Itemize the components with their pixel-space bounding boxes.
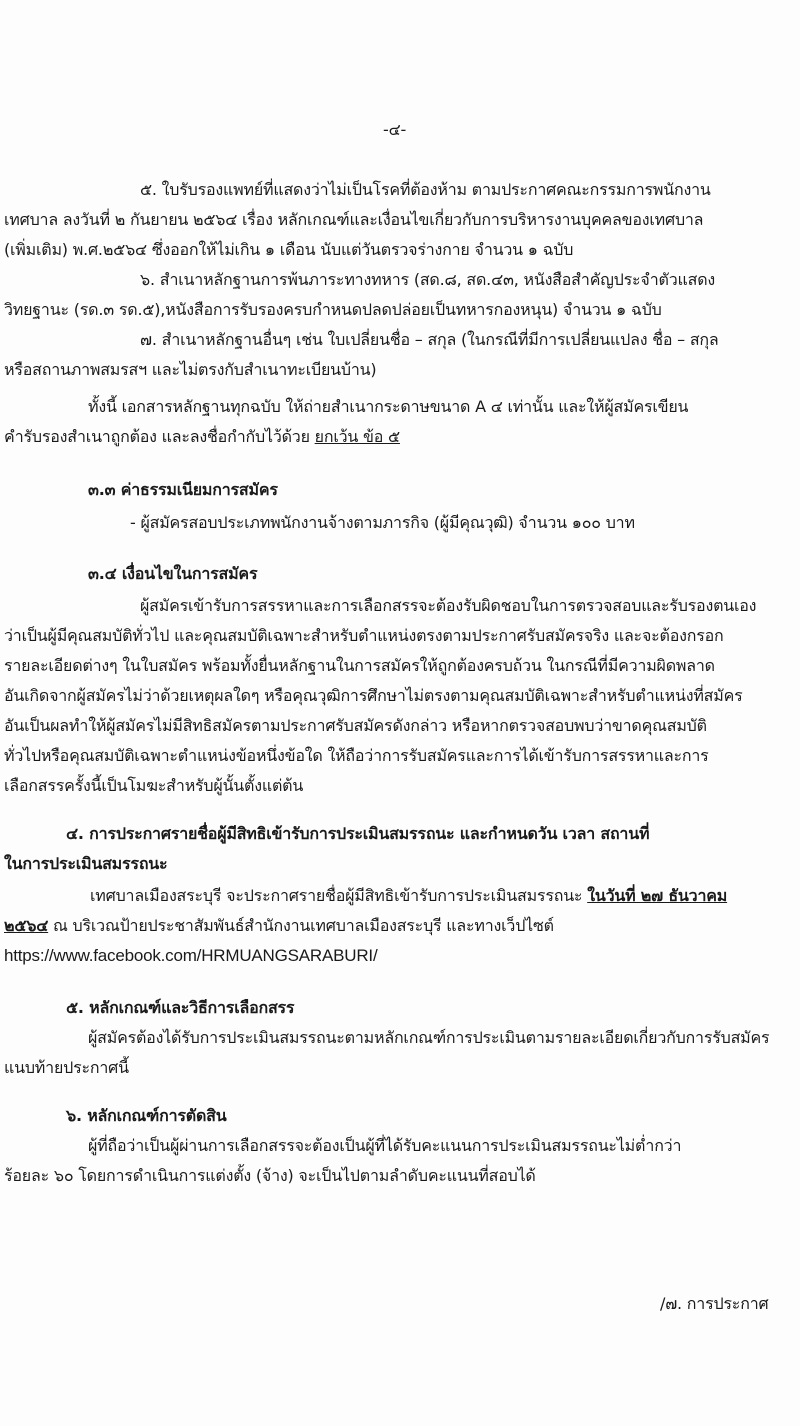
section4-body-line1 <box>90 884 727 908</box>
section4-heading-line1: ๔. การประกาศรายชื่อผู้มีสิทธิเข้ารับการประเมินสมรรถนะ และกำหนดวัน เวลา สถานที่ <box>66 824 650 843</box>
section6-line2: ร้อยละ ๖๐ โดยการดำเนินการแต่งตั้ง (จ้าง) จะเป็นไปตามลำดับคะแนนที่สอบได้ <box>4 1166 536 1185</box>
conditions-line: ทั่วไปหรือคุณสมบัติเฉพาะตำแหน่งข้อหนึ่งข้อใด ให้ถือว่าการรับสมัครและการได้เข้ารับการสรรหาและการ <box>4 746 709 765</box>
conditions-line: ผู้สมัครเข้ารับการสรรหาและการเลือกสรรจะต้องรับผิดชอบในการตรวจสอบและรับรองตนเอง <box>140 596 757 615</box>
section5-line2: แนบท้ายประกาศนี้ <box>4 1058 129 1077</box>
fee-item: - ผู้สมัครสอบประเภทพนักงานจ้างตามภารกิจ (ผู้มีคุณวุฒิ) จำนวน ๑๐๐ บาท <box>130 513 635 532</box>
page-number: -๔- <box>383 120 407 139</box>
section4-body-text: เทศบาลเมืองสระบุรี จะประกาศรายชื่อผู้มีสิทธิเข้ารับการประเมินสมรรถนะ <box>90 886 588 905</box>
item6-line1: ๖. สำเนาหลักฐานการพ้นภาระทางทหาร (สด.๘, สด.๔๓, หนังสือสำคัญประจำตัวแสดง <box>140 270 716 289</box>
documents-note-text: คำรับรองสำเนาถูกต้อง และลงชื่อกำกับไว้ด้วย <box>4 427 315 446</box>
section6-heading: ๖. หลักเกณฑ์การตัดสิน <box>66 1106 227 1125</box>
fee-heading: ๓.๓ ค่าธรรมเนียมการสมัคร <box>88 480 278 499</box>
documents-note-line2 <box>4 425 400 449</box>
continuation-note: /๗. การประกาศ <box>660 1294 769 1313</box>
section4-body-text: ณ บริเวณป้ายประชาสัมพันธ์สำนักงานเทศบาลเมืองสระบุรี และทางเว็ปไซต์ <box>48 916 554 935</box>
conditions-line: ว่าเป็นผู้มีคุณสมบัติทั่วไป และคุณสมบัติเฉพาะสำหรับตำแหน่งตรงตามประกาศรับสมัครจริง และจะต้องกรอก <box>4 626 724 645</box>
conditions-line: รายละเอียดต่างๆ ในใบสมัคร พร้อมทั้งยื่นหลักฐานในการสมัครให้ถูกต้องครบถ้วน ในกรณีที่มีความผิดพลาด <box>4 656 715 675</box>
item5-line1: ๕. ใบรับรองแพทย์ที่แสดงว่าไม่เป็นโรคที่ต้องห้าม ตามประกาศคณะกรรมการพนักงาน <box>140 180 711 199</box>
announcement-date: ในวันที่ ๒๗ ธันวาคม <box>587 886 728 905</box>
announcement-year: ๒๕๖๔ <box>4 916 49 935</box>
conditions-heading: ๓.๔ เงื่อนไขในการสมัคร <box>88 564 258 583</box>
conditions-line: อันเป็นผลทำให้ผู้สมัครไม่มีสิทธิสมัครตามประกาศรับสมัครดังกล่าว หรือหากตรวจสอบพบว่าขาดคุณสมบัติ <box>4 716 707 735</box>
section5-heading: ๕. หลักเกณฑ์และวิธีการเลือกสรร <box>66 998 295 1017</box>
item5-line3: (เพิ่มเติม) พ.ศ.๒๕๖๔ ซึ่งออกให้ไม่เกิน ๑ เดือน นับแต่วันตรวจร่างกาย จำนวน ๑ ฉบับ <box>4 240 574 259</box>
item6-line2: วิทยฐานะ (รด.๓ รด.๕),หนังสือการรับรองครบกำหนดปลดปล่อยเป็นทหารกองหนุน) จำนวน ๑ ฉบับ <box>4 300 662 319</box>
facebook-url: https://www.facebook.com/HRMUANGSARABURI/ <box>4 946 378 965</box>
section6-line1: ผู้ที่ถือว่าเป็นผู้ผ่านการเลือกสรรจะต้องเป็นผู้ที่ได้รับคะแนนการประเมินสมรรถนะไม่ต่ำกว่า <box>88 1136 682 1155</box>
conditions-line: เลือกสรรครั้งนี้เป็นโมฆะสำหรับผู้นั้นตั้งแต่ต้น <box>4 776 304 795</box>
section4-heading-line2: ในการประเมินสมรรถนะ <box>4 854 168 873</box>
documents-note-line1: ทั้งนี้ เอกสารหลักฐานทุกฉบับ ให้ถ่ายสำเนากระดาษขนาด A ๔ เท่านั้น และให้ผู้สมัครเขียน <box>88 397 689 416</box>
section5-line1: ผู้สมัครต้องได้รับการประเมินสมรรถนะตามหลักเกณฑ์การประเมินตามรายละเอียดเกี่ยวกับการรับสมัคร <box>88 1028 770 1047</box>
documents-note-exception: ยกเว้น ข้อ ๕ <box>314 427 400 446</box>
conditions-line: อันเกิดจากผู้สมัครไม่ว่าด้วยเหตุผลใดๆ หรือคุณวุฒิการศึกษาไม่ตรงตามคุณสมบัติเฉพาะสำหรับตำแหน่งที่สมัคร <box>4 686 743 705</box>
section4-body-line2 <box>4 914 554 938</box>
item5-line2: เทศบาล ลงวันที่ ๒ กันยายน ๒๕๖๔ เรื่อง หลักเกณฑ์และเงื่อนไขเกี่ยวกับการบริหารงานบุคคลของเทศบาล <box>4 210 704 229</box>
item7-line1: ๗. สำเนาหลักฐานอื่นๆ เช่น ใบเปลี่ยนชื่อ – สกุล (ในกรณีที่มีการเปลี่ยนแปลง ชื่อ – สกุล <box>140 330 719 349</box>
item7-line2: หรือสถานภาพสมรสฯ และไม่ตรงกับสำเนาทะเบียนบ้าน) <box>4 360 377 379</box>
